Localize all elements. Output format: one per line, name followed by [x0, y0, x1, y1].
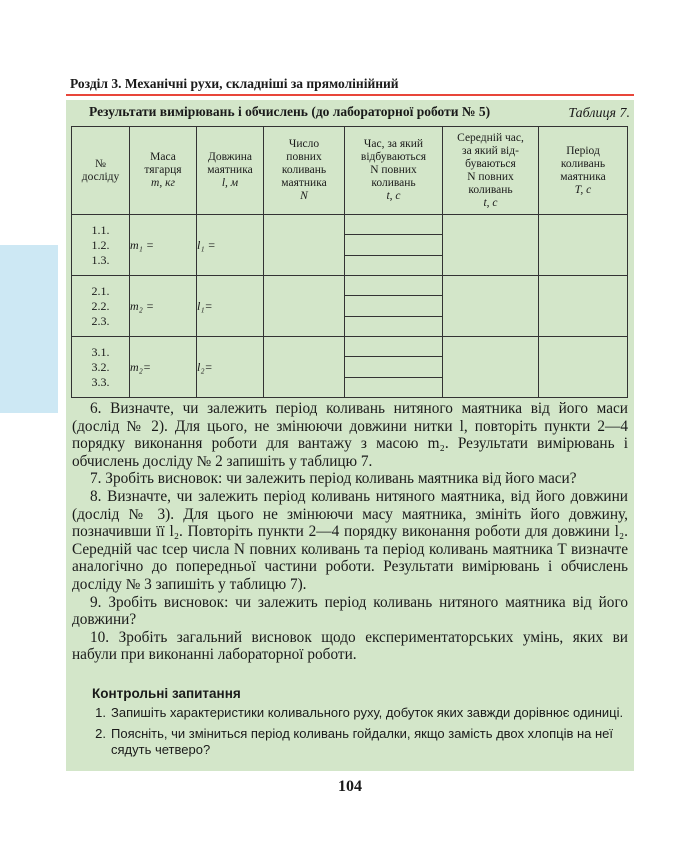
mass-cell: m₂ =: [130, 276, 197, 337]
paragraph-step-10: 10. Зробіть загальний висновок щодо експериментаторських умінь, яких ви набули при виконанні лабораторної роботи.: [72, 628, 628, 664]
header-average-time: Середній час, за який від- буваються N повних коливань t, с: [443, 127, 539, 215]
table-row: [72, 215, 628, 276]
length-cell: l₁=: [197, 276, 264, 337]
paragraph-step-6: 6. Визначте, чи залежить період коливань нитяного маятника від його маси (дослід № 2). Для цього, не змінюючи довжини нитки l, повторіть пункти 2—4 порядку виконання роботи для вантажу з масою m₂. Результати вимірювань і обчислень досліду № 2 запишіть у таблицю 7.: [72, 400, 628, 470]
period-cell: [539, 337, 628, 398]
length-cell: l₁ =: [197, 215, 264, 276]
time-cell: [345, 215, 443, 276]
table-row: [72, 276, 628, 337]
header-rule: [66, 94, 634, 96]
paragraph-step-7: 7. Зробіть висновок: чи залежить період коливань маятника від його маси?: [90, 470, 577, 488]
experiment-numbers: 2.1. 2.2. 2.3.: [72, 276, 130, 337]
header-mass: Маса тягарця m, кг: [130, 127, 197, 215]
header-length: Довжина маятника l, м: [197, 127, 264, 215]
paragraph-step-8: 8. Визначте, чи залежить період коливань нитяного маятника, від його довжини (дослід № 3). Для цього не змінюючи масу маятника, змініть його довжину, позначивши її l₂. Повторіть пункти 2—4 порядку виконання роботи для довжини l₂. Середній час tсер числа N повних коливань та період коливань маятника T визначте аналогічно до попередньої частини роботи. Результати вимірювань і обчислень досліду № 3 запишіть у таблицю 7).: [72, 487, 628, 593]
count-cell: [264, 337, 345, 398]
count-cell: [264, 276, 345, 337]
experiment-numbers: 1.1. 1.2. 1.3.: [72, 215, 130, 276]
table-title: Результати вимірювань і обчислень (до лабораторної роботи № 5): [89, 104, 491, 119]
running-head: Розділ 3. Механічні рухи, складніші за прямолінійний: [70, 76, 399, 91]
average-time-cell: [443, 337, 539, 398]
mass-cell: m₁ =: [130, 215, 197, 276]
average-time-cell: [443, 276, 539, 337]
length-cell: l₂=: [197, 337, 264, 398]
period-cell: [539, 215, 628, 276]
instructions-text: [72, 400, 628, 664]
header-time: Час, за який відбуваються N повних коливань t, с: [345, 127, 443, 215]
question-item: 1. Запишіть характеристики коливального руху, добуток яких завжди дорівнює одиниці.: [95, 705, 624, 720]
measurements-table: [71, 126, 628, 398]
table-number: Таблиця 7.: [568, 106, 630, 121]
table-row: [72, 337, 628, 398]
experiment-numbers: 3.1. 3.2. 3.3.: [72, 337, 130, 398]
side-tab: [0, 245, 58, 413]
average-time-cell: [443, 215, 539, 276]
count-cell: [264, 215, 345, 276]
header-experiment-number: № досліду: [72, 127, 130, 215]
time-cell: [345, 337, 443, 398]
mass-cell: m₂=: [130, 337, 197, 398]
header-period: Період коливань маятника T, с: [539, 127, 628, 215]
questions-list: [86, 705, 626, 763]
paragraph-step-9: 9. Зробіть висновок: чи залежить період коливань нитяного маятника від його довжини?: [72, 593, 628, 629]
period-cell: [539, 276, 628, 337]
page-number: 104: [338, 778, 362, 795]
question-item: 2. Поясніть, чи зміниться період коливань гойдалки, якщо замість двох хлопців на неї сядуть четверо?: [95, 725, 614, 757]
table-header-row: [72, 127, 628, 215]
header-oscillation-count: Число повних коливань маятника N: [264, 127, 345, 215]
questions-heading: Контрольні запитання: [92, 686, 241, 701]
time-cell: [345, 276, 443, 337]
